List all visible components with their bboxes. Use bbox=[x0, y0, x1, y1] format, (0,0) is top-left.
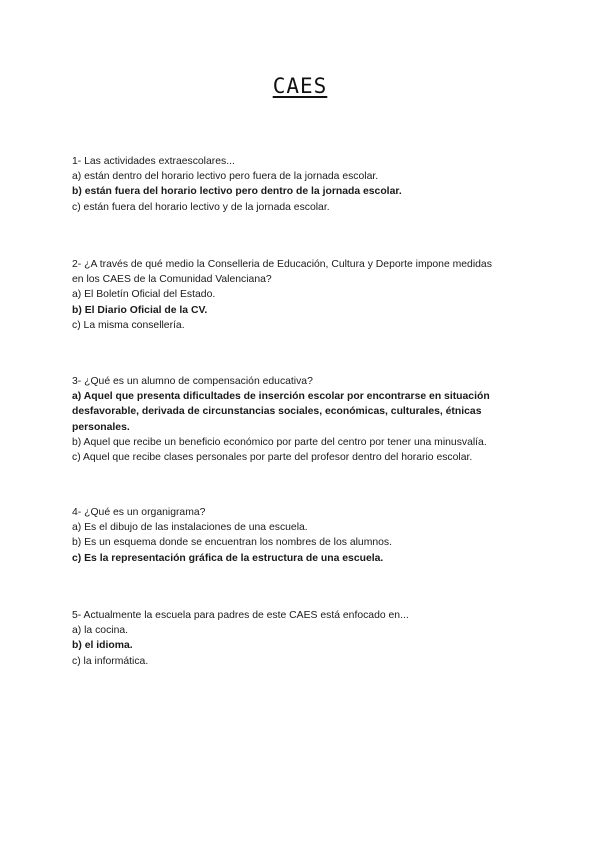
answer-option-c: c) Aquel que recibe clases personales por parte del profesor dentro del horario escolar. bbox=[72, 452, 473, 464]
answer-option-c: c) La misma consellería. bbox=[72, 319, 185, 331]
question-prompt: 4- ¿Qué es un organigrama? bbox=[72, 507, 206, 518]
answer-option-b-correct: b) el idioma. bbox=[72, 640, 133, 652]
answer-option-a-correct-line-2: desfavorable, derivada de circunstancias sociales, económicas, culturales, étnicas bbox=[72, 406, 482, 418]
answer-option-b-correct: b) El Diario Oficial de la CV. bbox=[72, 304, 208, 316]
question-3 bbox=[72, 374, 532, 465]
answer-option-c-correct: c) Es la representación gráfica de la estructura de una escuela. bbox=[72, 552, 384, 564]
answer-option-a-correct-line-1: a) Aquel que presenta dificultades de inserción escolar por encontrarse en situación bbox=[72, 391, 490, 403]
question-prompt: 3- ¿Qué es un alumno de compensación educativa? bbox=[72, 376, 313, 387]
question-2 bbox=[72, 257, 532, 333]
answer-option-a: a) Es el dibujo de las instalaciones de una escuela. bbox=[72, 522, 308, 534]
answer-option-b: b) Es un esquema donde se encuentran los nombres de los alumnos. bbox=[72, 537, 392, 549]
question-prompt-line-1: 2- ¿A través de qué medio la Conselleria de Educación, Cultura y Deporte impone medidas bbox=[72, 259, 492, 270]
question-prompt: 5- Actualmente la escuela para padres de este CAES está enfocado en... bbox=[72, 610, 409, 621]
answer-option-c: c) están fuera del horario lectivo y de la jornada escolar. bbox=[72, 201, 330, 213]
answer-option-b-correct: b) están fuera del horario lectivo pero dentro de la jornada escolar. bbox=[72, 186, 402, 198]
answer-option-a: a) la cocina. bbox=[72, 625, 129, 637]
answer-option-a: a) están dentro del horario lectivo pero fuera de la jornada escolar. bbox=[72, 171, 379, 183]
document-title: CAES bbox=[272, 74, 328, 98]
answer-option-c: c) la informática. bbox=[72, 655, 149, 667]
question-prompt-line-2: en los CAES de la Comunidad Valenciana? bbox=[72, 274, 272, 286]
question-prompt: 1- Las actividades extraescolares... bbox=[72, 156, 235, 167]
answer-option-a-correct-line-3: personales. bbox=[72, 421, 130, 433]
question-1 bbox=[72, 154, 532, 215]
answer-option-a: a) El Boletín Oficial del Estado. bbox=[72, 289, 216, 301]
answer-option-b: b) Aquel que recibe un beneficio económico por parte del centro por tener una minusvalía. bbox=[72, 436, 487, 448]
question-4 bbox=[72, 505, 532, 566]
question-5 bbox=[72, 608, 532, 669]
